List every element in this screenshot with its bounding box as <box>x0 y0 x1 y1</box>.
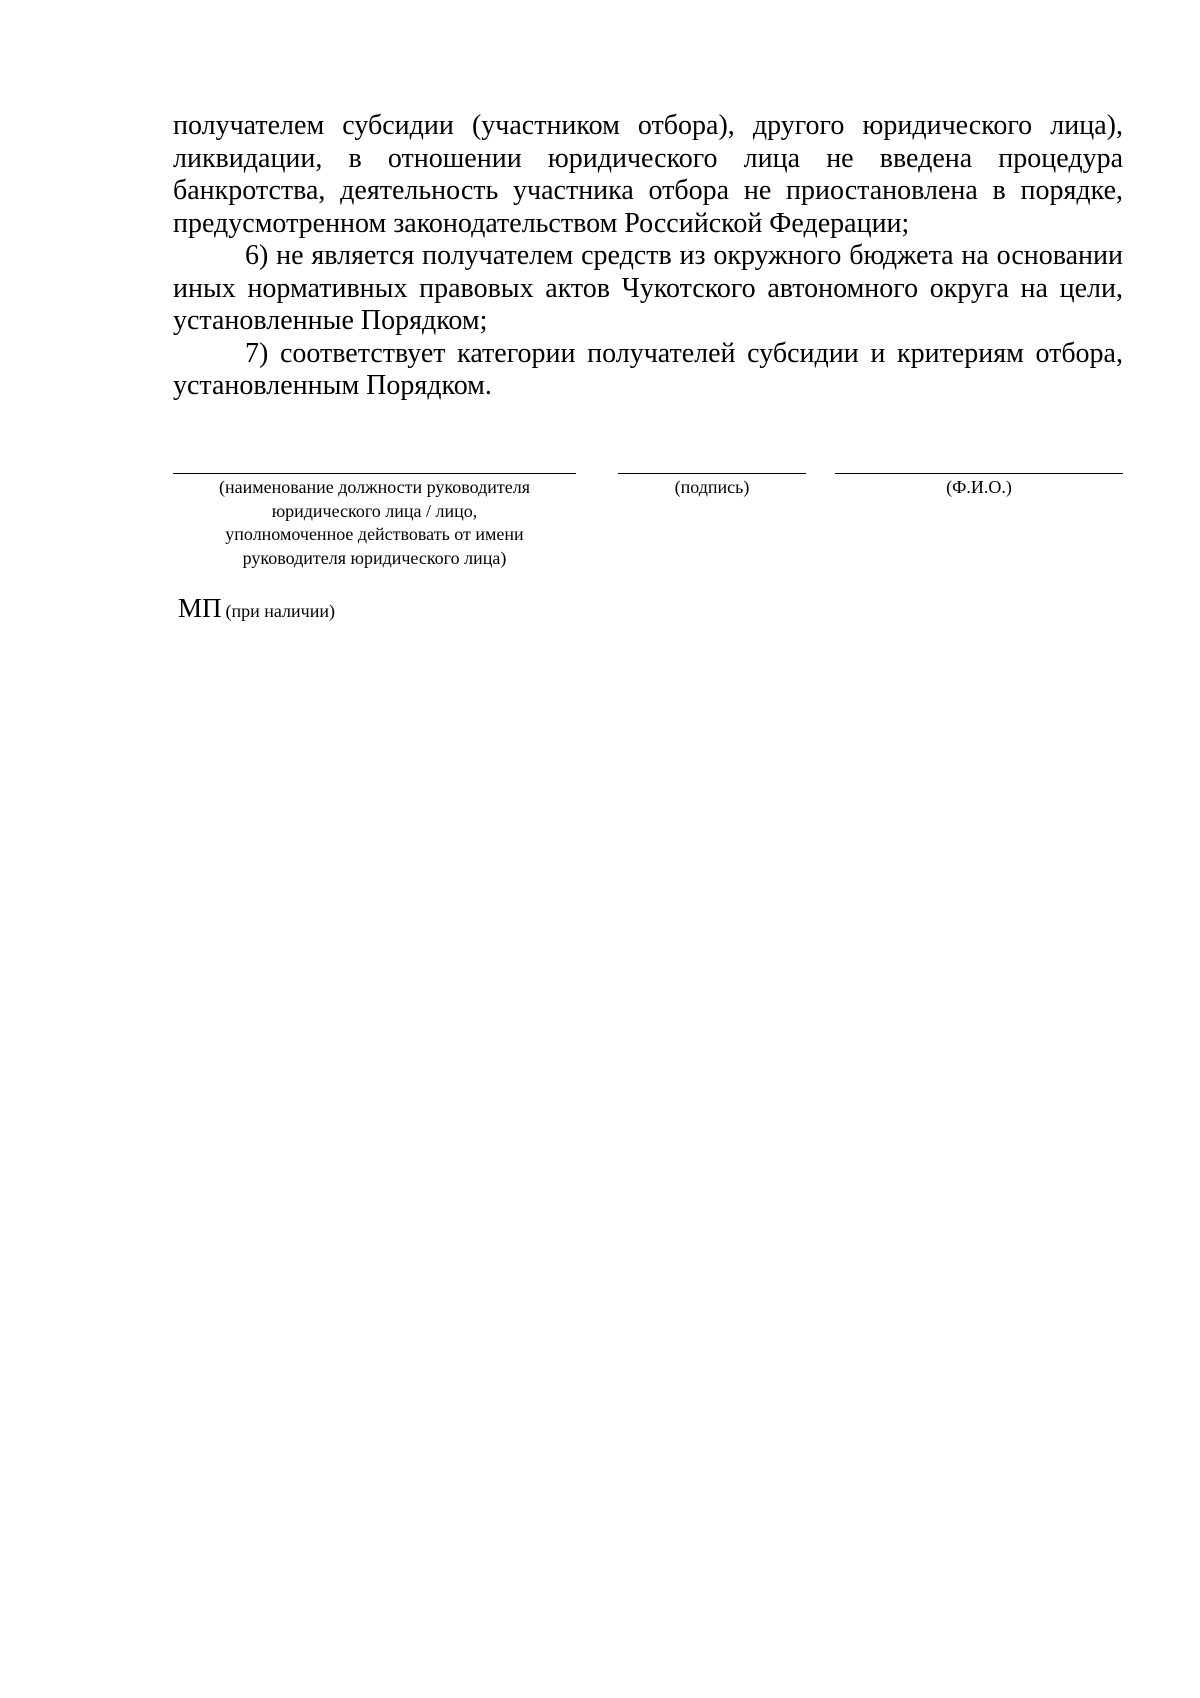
signature-position-field <box>173 473 576 570</box>
position-caption-line: уполномоченное действовать от имени <box>225 524 524 544</box>
signature-field <box>618 473 806 500</box>
stamp-placeholder <box>178 593 335 624</box>
position-caption-line: юридического лица / лицо, <box>271 500 478 521</box>
document-body <box>173 110 1123 403</box>
signature-caption: (подпись) <box>674 477 750 497</box>
stamp-note: (при наличии) <box>225 601 335 621</box>
position-caption-line: руководителя юридического лица) <box>242 547 507 568</box>
paragraph-item-7: 7) соответствует категории получателей субсидии и критериям отбора, установленным Порядком. <box>173 337 1123 401</box>
fio-caption: (Ф.И.О.) <box>946 477 1012 497</box>
stamp-label: МП <box>178 593 222 623</box>
paragraph-item-6: 6) не является получателем средств из окружного бюджета на основании иных нормативных правовых актов Чукотского автономного округа на цели, установленные Порядком; <box>173 240 1123 336</box>
fio-field <box>835 473 1123 500</box>
position-caption-line: (наименование должности руководителя <box>218 477 531 497</box>
paragraph-continuation: получателем субсидии (участником отбора), другого юридического лица), ликвидации, в отношении юридического лица не введена процедура банкротства, деятельность участника отбора не приостановлена в порядке, предусмотренном законодательством Российской Федерации; <box>173 110 1123 239</box>
